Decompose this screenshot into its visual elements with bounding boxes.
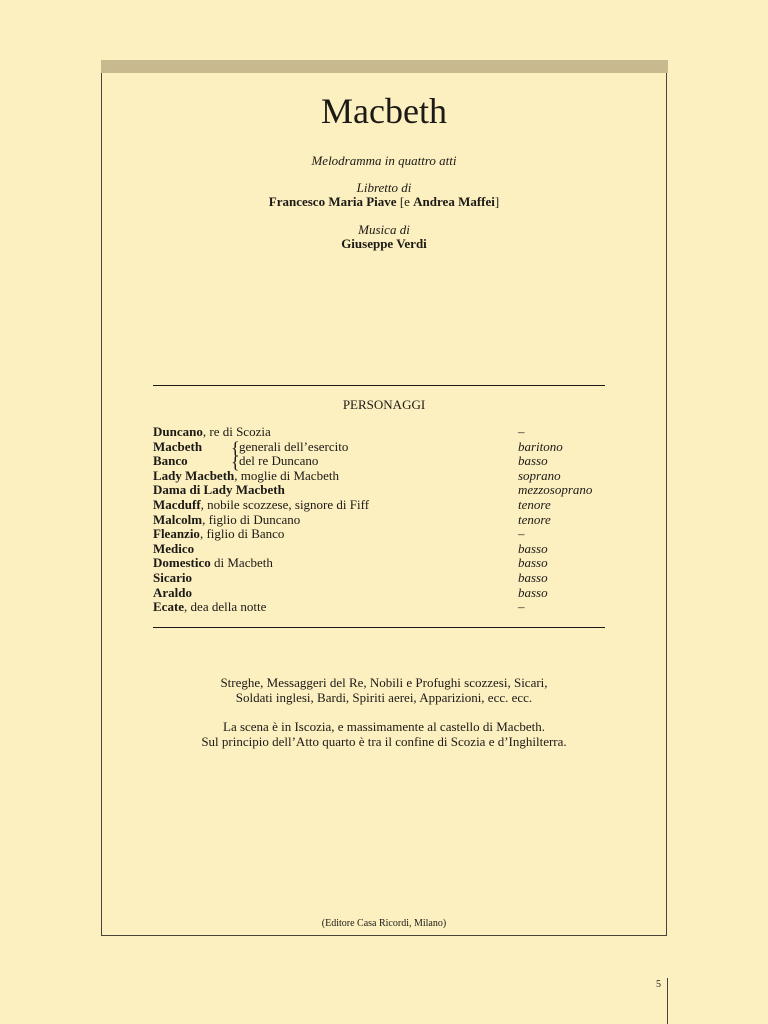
cast-entry <box>153 600 266 615</box>
character-desc: , nobile scozzese, signore di Fiff <box>200 496 370 512</box>
voice-type: basso <box>518 569 548 585</box>
character-desc: del re Duncano <box>239 453 319 469</box>
libretto-label: Libretto di <box>356 180 412 195</box>
voice-type: – <box>518 526 525 542</box>
brace-icon: { <box>231 452 240 473</box>
cast-row <box>153 483 613 498</box>
character-name: Lady Macbeth <box>153 467 235 483</box>
music-label: Musica di <box>358 222 410 237</box>
voice-type: mezzosoprano <box>518 482 593 498</box>
character-desc: , moglie di Macbeth <box>234 467 339 483</box>
character-desc: generali dell’esercito <box>239 438 349 454</box>
character-name: Macduff <box>153 496 201 512</box>
character-desc: di Macbeth <box>210 555 273 571</box>
cast-entry <box>153 542 194 557</box>
cast-row <box>153 600 613 615</box>
character-name: Duncano <box>153 424 203 439</box>
chorus-line-1: Streghe, Messaggeri del Re, Nobili e Profughi scozzesi, Sicari, <box>220 675 548 690</box>
cast-entry <box>153 425 271 440</box>
page-number-rule <box>667 978 668 1024</box>
voice-type: basso <box>518 540 548 556</box>
cast-entry <box>153 527 284 542</box>
composer: Giuseppe Verdi <box>341 236 427 251</box>
cast-row <box>153 542 613 557</box>
cast-row <box>153 527 613 542</box>
voice-type: – <box>518 424 525 439</box>
opera-title: Macbeth <box>321 91 447 131</box>
cast-entry <box>153 513 300 528</box>
setting-line-1: La scena è in Iscozia, e massimamente al castello di Macbeth. <box>223 719 545 734</box>
voice-type: tenore <box>518 496 551 512</box>
cast-entry <box>153 483 285 498</box>
voice-type: – <box>518 599 525 615</box>
cast-row <box>153 513 613 528</box>
opera-subtitle: Melodramma in quattro atti <box>311 153 457 168</box>
voice-type: tenore <box>518 511 551 527</box>
cast-row <box>153 469 613 484</box>
character-name: Dama di Lady Macbeth <box>153 482 285 498</box>
cast-row <box>153 452 613 473</box>
chorus-line-2: Soldati inglesi, Bardi, Spiriti aerei, Apparizioni, ecc. ecc. <box>235 690 533 705</box>
character-name: Araldo <box>153 584 192 600</box>
character-name: Domestico <box>153 555 211 571</box>
librettists <box>101 194 667 209</box>
character-desc: , figlio di Banco <box>199 526 285 542</box>
character-desc: , re di Scozia <box>202 424 271 439</box>
voice-type: baritono <box>518 438 563 454</box>
character-name: Sicario <box>153 569 192 585</box>
voice-type: basso <box>518 555 548 571</box>
cast-row <box>153 586 613 601</box>
cast-list <box>153 425 613 615</box>
character-name: Medico <box>153 540 195 556</box>
cast-row <box>153 556 613 571</box>
cast-entry <box>153 469 339 484</box>
cast-top-rule <box>153 385 605 386</box>
character-desc: , figlio di Duncano <box>202 511 301 527</box>
brace-icon: { <box>231 437 240 458</box>
character-name: Malcolm <box>153 511 203 527</box>
setting-line-2: Sul principio dell’Atto quarto è tra il confine di Scozia e d’Inghilterra. <box>201 734 567 749</box>
voice-type: soprano <box>518 467 561 483</box>
voice-type: basso <box>518 584 548 600</box>
cast-bottom-rule <box>153 627 605 628</box>
voice-type: basso <box>518 453 548 469</box>
header-bar <box>101 60 668 73</box>
page-number: 5 <box>656 979 661 990</box>
cast-row <box>153 437 613 458</box>
cast-row <box>153 571 613 586</box>
character-name: Fleanzio <box>153 526 200 542</box>
cast-entry <box>153 556 273 571</box>
cast-entry <box>153 571 192 586</box>
publisher-note: (Editore Casa Ricordi, Milano) <box>321 918 447 929</box>
librettist-2: Andrea Maffei <box>413 194 495 209</box>
cast-row <box>153 498 613 513</box>
cast-entry <box>153 586 192 601</box>
character-name: Banco <box>153 453 188 469</box>
bracket-close: ] <box>494 194 500 209</box>
character-name: Macbeth <box>153 438 203 454</box>
librettist-1: Francesco Maria Piave <box>268 194 397 209</box>
cast-heading: PERSONAGGI <box>342 397 426 412</box>
cast-row <box>153 425 613 440</box>
cast-entry <box>153 498 369 513</box>
character-name: Ecate <box>153 599 185 615</box>
character-desc: , dea della notte <box>184 599 267 615</box>
bracket-open: [e <box>399 194 414 209</box>
